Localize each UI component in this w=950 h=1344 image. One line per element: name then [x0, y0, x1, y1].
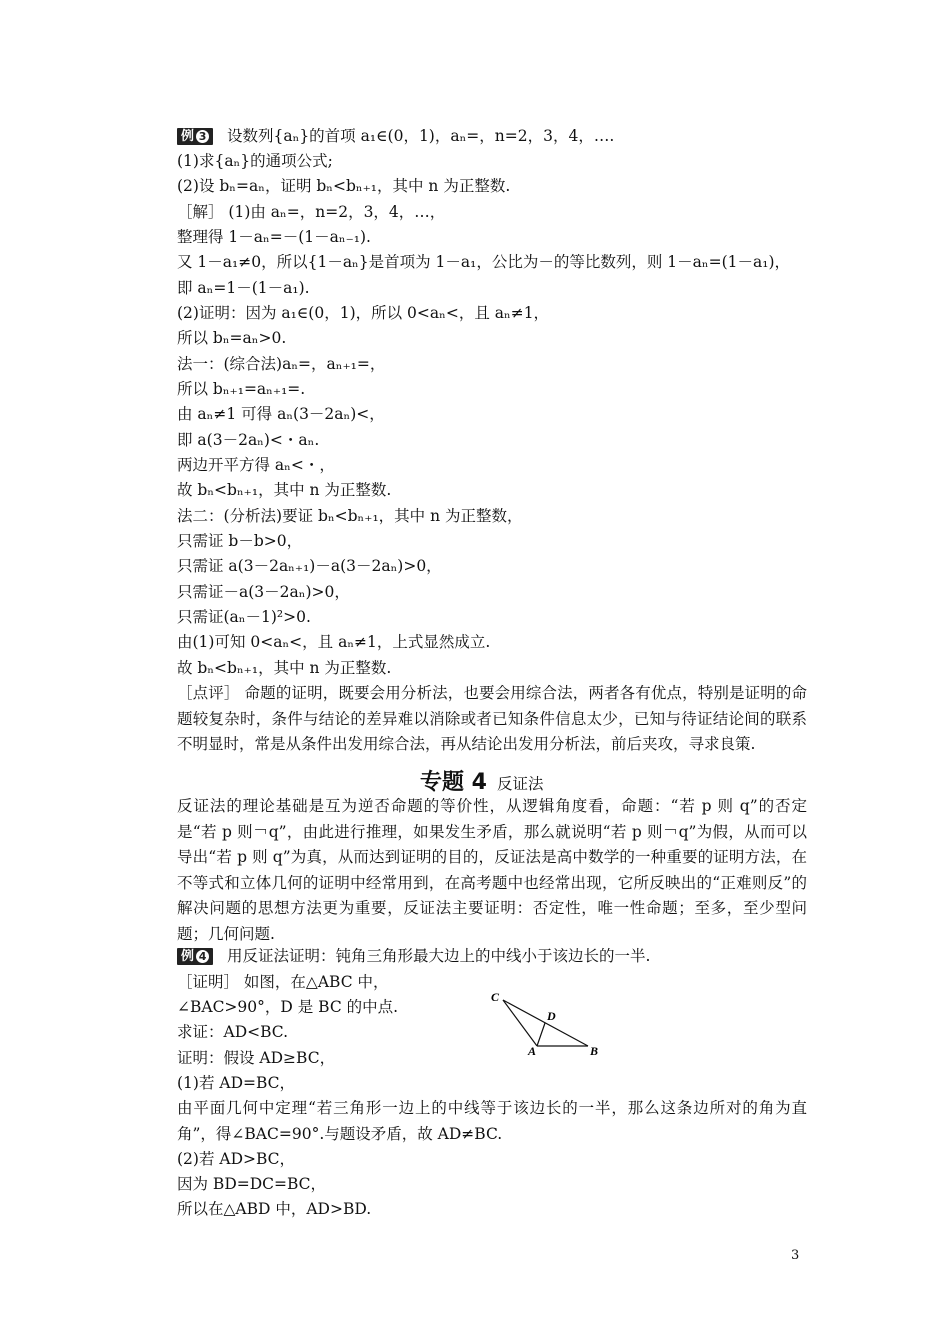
label-d: D	[547, 1009, 556, 1023]
example4-paragraph: 由平面几何中定理“若三角形一边上的中线等于该边长的一半，那么这条边所对的角为直角”，得∠BAC=90°.与题设矛盾，故 AD≠BC.	[177, 1099, 807, 1143]
example3-line: 故 bₙ<bₙ₊₁，其中 n 为正整数.	[177, 481, 392, 499]
example3-comment: ［点评］ 命题的证明，既要会用分析法，也要会用综合法，两者各有优点，特别是证明的命题较复杂时，条件与结论的差异难以消除或者已知条件信息太少，已知与待证结论间的联系不明显时，常是从条件出发用综合法，再从结论出发用分析法，前后夹攻，寻求良策.	[177, 684, 807, 753]
topic4-intro: 反证法的理论基础是互为逆否命题的等价性，从逻辑角度看，命题：“若 p 则 q”的否定是“若 p 则￢q”，由此进行推理，如果发生矛盾，那么就说明“若 p 则￢q”为假，从而可以导出“若 p 则 q”为真，从而达到证明的目的，反证法是高中数学的一种重要的证明方法，在不等式和立体几何的证明中经常用到，在高考题中也经常出现，它所反映出的“正难则反”的解决问题的思想方法更为重要，反证法主要证明：否定性，唯一性命题；至多，至少型问题；几何问题.	[177, 797, 807, 943]
example3-line: 只需证 b－b>0，	[177, 532, 303, 550]
example4-statement-line	[177, 944, 650, 968]
example3-line: 由 aₙ≠1 可得 aₙ(3－2aₙ)<，	[177, 405, 385, 423]
example3-line: ［解］ (1)由 aₙ=，n=2，3，4，…，	[177, 203, 446, 221]
example3-badge: 例 3	[177, 128, 213, 145]
example4-statement: 用反证法证明：钝角三角形最大边上的中线小于该边长的一半.	[227, 947, 651, 965]
example3-line: (1)求{aₙ}的通项公式;	[177, 152, 333, 170]
example4-line: ∠BAC>90°，D 是 BC 的中点.	[177, 998, 399, 1016]
label-c: C	[491, 990, 500, 1004]
example3-line: 法一：(综合法)aₙ=，aₙ₊₁=，	[177, 355, 386, 373]
topic4-title: 专题 4	[420, 770, 487, 795]
median-ad	[537, 1023, 545, 1046]
example3-line: 又 1－a₁≠0，所以{1－aₙ}是首项为 1－a₁，公比为－的等比数列，则 1－aₙ=(1－a₁)，	[177, 253, 791, 271]
example3-line: 只需证－a(3－2aₙ)>0，	[177, 583, 350, 601]
example3-line: 即 a(3－2aₙ)<・aₙ.	[177, 431, 320, 449]
example4-line: 求证：AD<BC.	[177, 1023, 289, 1041]
example3-line: 由(1)可知 0<aₙ<，且 aₙ≠1，上式显然成立.	[177, 633, 491, 651]
example4-badge: 例 4	[177, 948, 213, 965]
example4-line: (2)若 AD>BC，	[177, 1150, 296, 1168]
topic4-heading	[420, 765, 543, 796]
example3-line: 两边开平方得 aₙ<・，	[177, 456, 335, 474]
topic4-subtitle: 反证法	[496, 775, 544, 793]
example3-line: 即 aₙ=1－(1－a₁).	[177, 279, 310, 297]
label-a: A	[528, 1044, 537, 1058]
example3-line-1: 例 3 设数列{aₙ}的首项 a₁∈(0，1)，aₙ=，n=2，3，4，….	[177, 124, 614, 148]
triangle-figure	[485, 988, 605, 1058]
side-ca	[503, 1000, 537, 1046]
example3-line: 所以 bₙ₊₁=aₙ₊₁=.	[177, 380, 306, 398]
side-cb	[503, 1000, 588, 1046]
example4-line: (1)若 AD=BC，	[177, 1074, 296, 1092]
example3-line: 所以 bₙ=aₙ>0.	[177, 329, 287, 347]
example3-line: 整理得 1－aₙ=－(1－aₙ₋₁).	[177, 228, 371, 246]
example3-line: (2)设 bₙ=aₙ，证明 bₙ<bₙ₊₁，其中 n 为正整数.	[177, 177, 511, 195]
label-b: B	[590, 1044, 599, 1058]
example3-line: (2)证明：因为 a₁∈(0，1)，所以 0<aₙ<，且 aₙ≠1，	[177, 304, 550, 322]
example4-line: 证明：假设 AD≥BC，	[177, 1049, 336, 1067]
example4-line: ［证明］ 如图，在△ABC 中，	[177, 973, 389, 991]
example3-line: 只需证(aₙ－1)²>0.	[177, 608, 311, 626]
page-number: 3	[791, 1248, 800, 1263]
example3-line: 只需证 a(3－2aₙ₊₁)－a(3－2aₙ)>0，	[177, 557, 442, 575]
example4-line: 因为 BD=DC=BC，	[177, 1175, 327, 1193]
example3-line: 故 bₙ<bₙ₊₁，其中 n 为正整数.	[177, 659, 392, 677]
example3-line: 法二：(分析法)要证 bₙ<bₙ₊₁，其中 n 为正整数，	[177, 507, 523, 525]
example4-line: 所以在△ABD 中，AD>BD.	[177, 1200, 372, 1218]
